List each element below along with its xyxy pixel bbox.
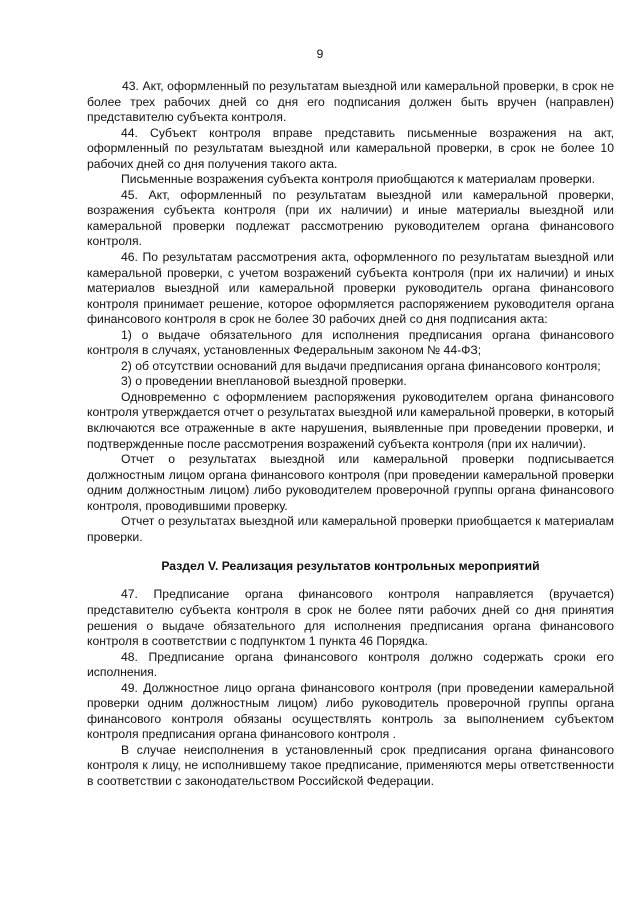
paragraph-report-signature: Отчет о результатах выездной или камеральной проверки подписывается должностным лицом органа финансового контроля (при проведении камеральной проверки одним должностным лицом) либо руководителем проверочной группы органа финансового контроля, проводившими проверку. bbox=[87, 452, 614, 513]
paragraph-45: 45. Акт, оформленный по результатам выездной или камеральной проверки, возражения субъекта контроля (при их наличии) и иные материалы выездной или камеральной проверки подлежат рассмотрению руководителем органа финансового контроля. bbox=[87, 187, 614, 249]
paragraph-46-item-3: 3) о проведении внеплановой выездной проверки. bbox=[121, 374, 407, 389]
paragraph-47: 47. Предписание органа финансового контроля направляется (вручается) представителю субъекта контроля в срок не более пяти рабочих дней со дня принятия решения о выдаче обязательного для исполнения предписания органа финансового контроля в соответствии с подпунктом 1 пункта 46 Порядка. bbox=[87, 587, 614, 649]
paragraph-liability: В случае неисполнения в установленный срок предписания органа финансового контроля к лицу, не исполнившему такое предписание, применяются меры ответственности в соответствии с законодательством Российской Федерации. bbox=[87, 742, 614, 788]
paragraph-43: 43. Акт, оформленный по результатам выездной или камеральной проверки, в срок не более трех рабочих дней со дня его подписания должен быть вручен (направлен) представителю субъекта контроля. bbox=[87, 79, 614, 125]
paragraph-46: 46. По результатам рассмотрения акта, оформленного по результатам выездной или камеральной проверки, с учетом возражений субъекта контроля (при их наличии) и иных материалов выездной или камеральной проверки руководитель органа финансового контроля принимает решение, которое оформляется распоряжением руководителя органа финансового контроля в срок не более 30 рабочих дней со дня подписания акта: bbox=[87, 250, 614, 327]
paragraph-48: 48. Предписание органа финансового контроля должно содержать сроки его исполнения. bbox=[87, 649, 614, 680]
paragraph-44: 44. Субъект контроля вправе представить письменные возражения на акт, оформленный по результатам выездной или камеральной проверки, в срок не более 10 рабочих дней со дня получения такого акта. bbox=[87, 125, 614, 171]
paragraph-46-item-1: 1) о выдаче обязательного для исполнения предписания органа финансового контроля в случаях, установленных Федеральным законом № 44-ФЗ; bbox=[87, 327, 614, 358]
section-heading: Раздел V. Реализация результатов контрольных мероприятий bbox=[161, 559, 540, 574]
paragraph-46-item-2: 2) об отсутствии оснований для выдачи предписания органа финансового контроля; bbox=[121, 358, 601, 373]
paragraph-44-objections: Письменные возражения субъекта контроля приобщаются к материалам проверки. bbox=[121, 172, 596, 187]
paragraph-report-attachment: Отчет о результатах выездной или камеральной проверки приобщается к материалам проверки. bbox=[87, 514, 614, 544]
paragraph-49: 49. Должностное лицо органа финансового контроля (при проведении камеральной проверки одним должностным лицом) либо руководитель проверочной группы органа финансового контроля обязаны осуществлять контроль за выполнением субъектом контроля предписания органа финансового контроля . bbox=[87, 680, 614, 742]
document-body bbox=[87, 79, 614, 790]
paragraph-report-approval: Одновременно с оформлением распоряжения руководителем органа финансового контроля утверждается отчет о результатах выездной или камеральной проверки, в который включаются все отраженные в акте нарушения, выявленные при проведении проверки, и подтвержденные после рассмотрения возражений субъекта контроля (при их наличии). bbox=[87, 389, 614, 451]
page-number: 9 bbox=[316, 47, 324, 61]
